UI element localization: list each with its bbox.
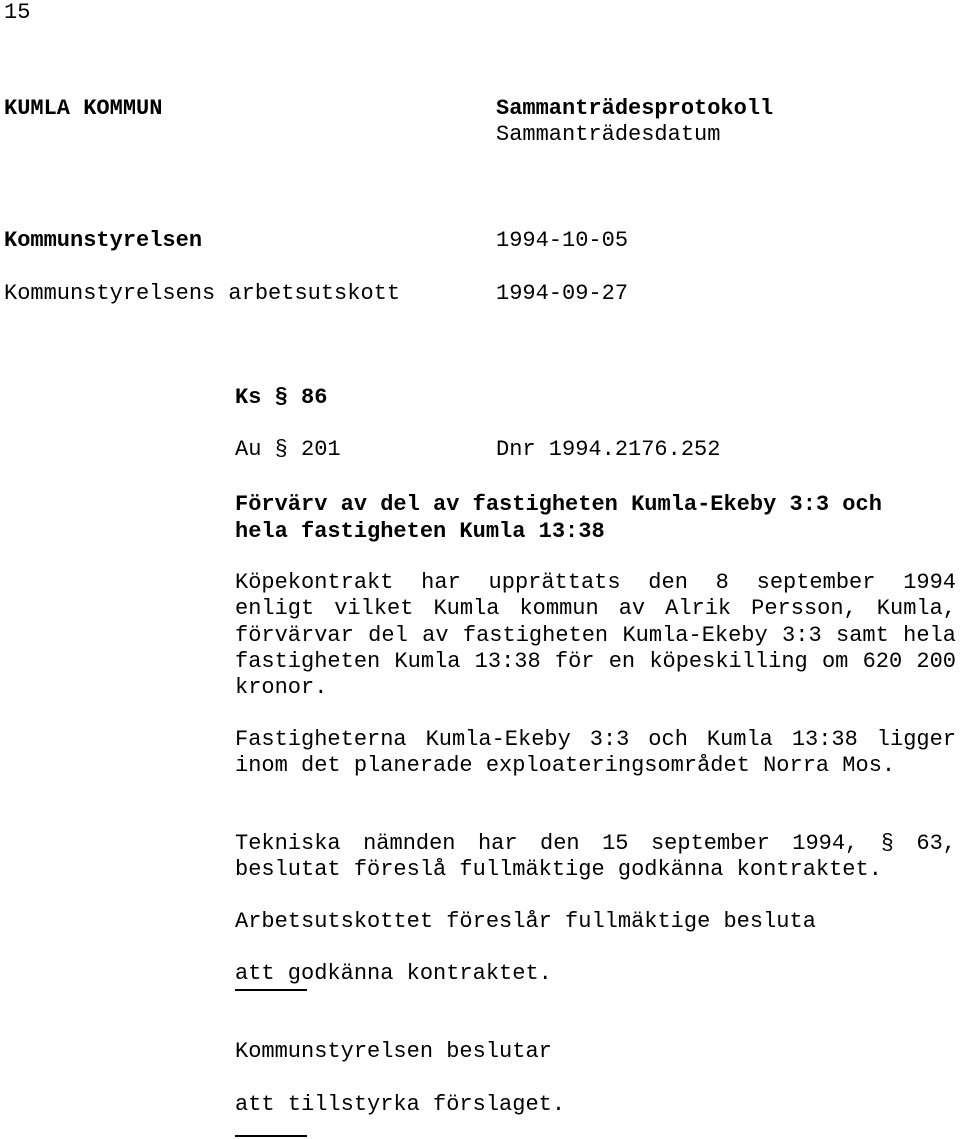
divider-rule xyxy=(235,1135,307,1137)
body-name-arbetsutskott: Kommunstyrelsens arbetsutskott xyxy=(4,281,401,306)
au-prefix: Au xyxy=(235,437,262,462)
paragraph-ks-att: att tillstyrka förslaget. xyxy=(235,1092,566,1117)
item-title-line-1: Förvärv av del av fastigheten Kumla-Ekeby 3:3 och xyxy=(235,492,882,517)
municipality-name: KUMLA KOMMUN xyxy=(4,96,163,121)
section-symbol: § xyxy=(274,437,288,462)
paragraph-ks-decision: Kommunstyrelsen beslutar xyxy=(235,1039,552,1064)
paragraph-au-proposal: Arbetsutskottet föreslår fullmäktige besluta xyxy=(235,909,816,934)
document-type: Sammanträdesprotokoll xyxy=(496,96,774,121)
divider-rule xyxy=(235,989,307,991)
paragraph-au-att: att godkänna kontraktet. xyxy=(235,961,552,986)
diary-number: Dnr 1994.2176.252 xyxy=(496,437,721,462)
au-number: 201 xyxy=(301,437,341,462)
paragraph-properties-location: Fastigheterna Kumla-Ekeby 3:3 och Kumla 13:38 ligger inom det planerade exploateringsområdet Norra Mos. xyxy=(235,727,956,779)
page-number: 15 xyxy=(4,0,31,25)
ks-prefix: Ks xyxy=(235,385,262,410)
au-section-ref xyxy=(235,437,341,463)
paragraph-purchase-contract: Köpekontrakt har upprättats den 8 september 1994 enligt vilket Kumla kommun av Alrik Persson, Kumla, förvärvar del av fastigheten Kumla-Ekeby 3:3 samt hela fastigheten Kumla 13:38 för en köpeskilling om 620 200 kronor. xyxy=(235,570,956,700)
body-name-kommunstyrelsen: Kommunstyrelsen xyxy=(4,228,203,253)
ks-section-ref xyxy=(235,385,327,411)
paragraph-technical-board: Tekniska nämnden har den 15 september 1994, § 63, beslutat föreslå fullmäktige godkänna kontraktet. xyxy=(235,831,956,883)
meeting-date-arbetsutskott: 1994-09-27 xyxy=(496,281,629,306)
section-symbol: § xyxy=(274,385,288,410)
ks-number: 86 xyxy=(301,385,328,410)
item-title-line-2: hela fastigheten Kumla 13:38 xyxy=(235,519,605,544)
meeting-date-label: Sammanträdesdatum xyxy=(496,122,721,147)
meeting-date-kommunstyrelsen: 1994-10-05 xyxy=(496,228,629,253)
